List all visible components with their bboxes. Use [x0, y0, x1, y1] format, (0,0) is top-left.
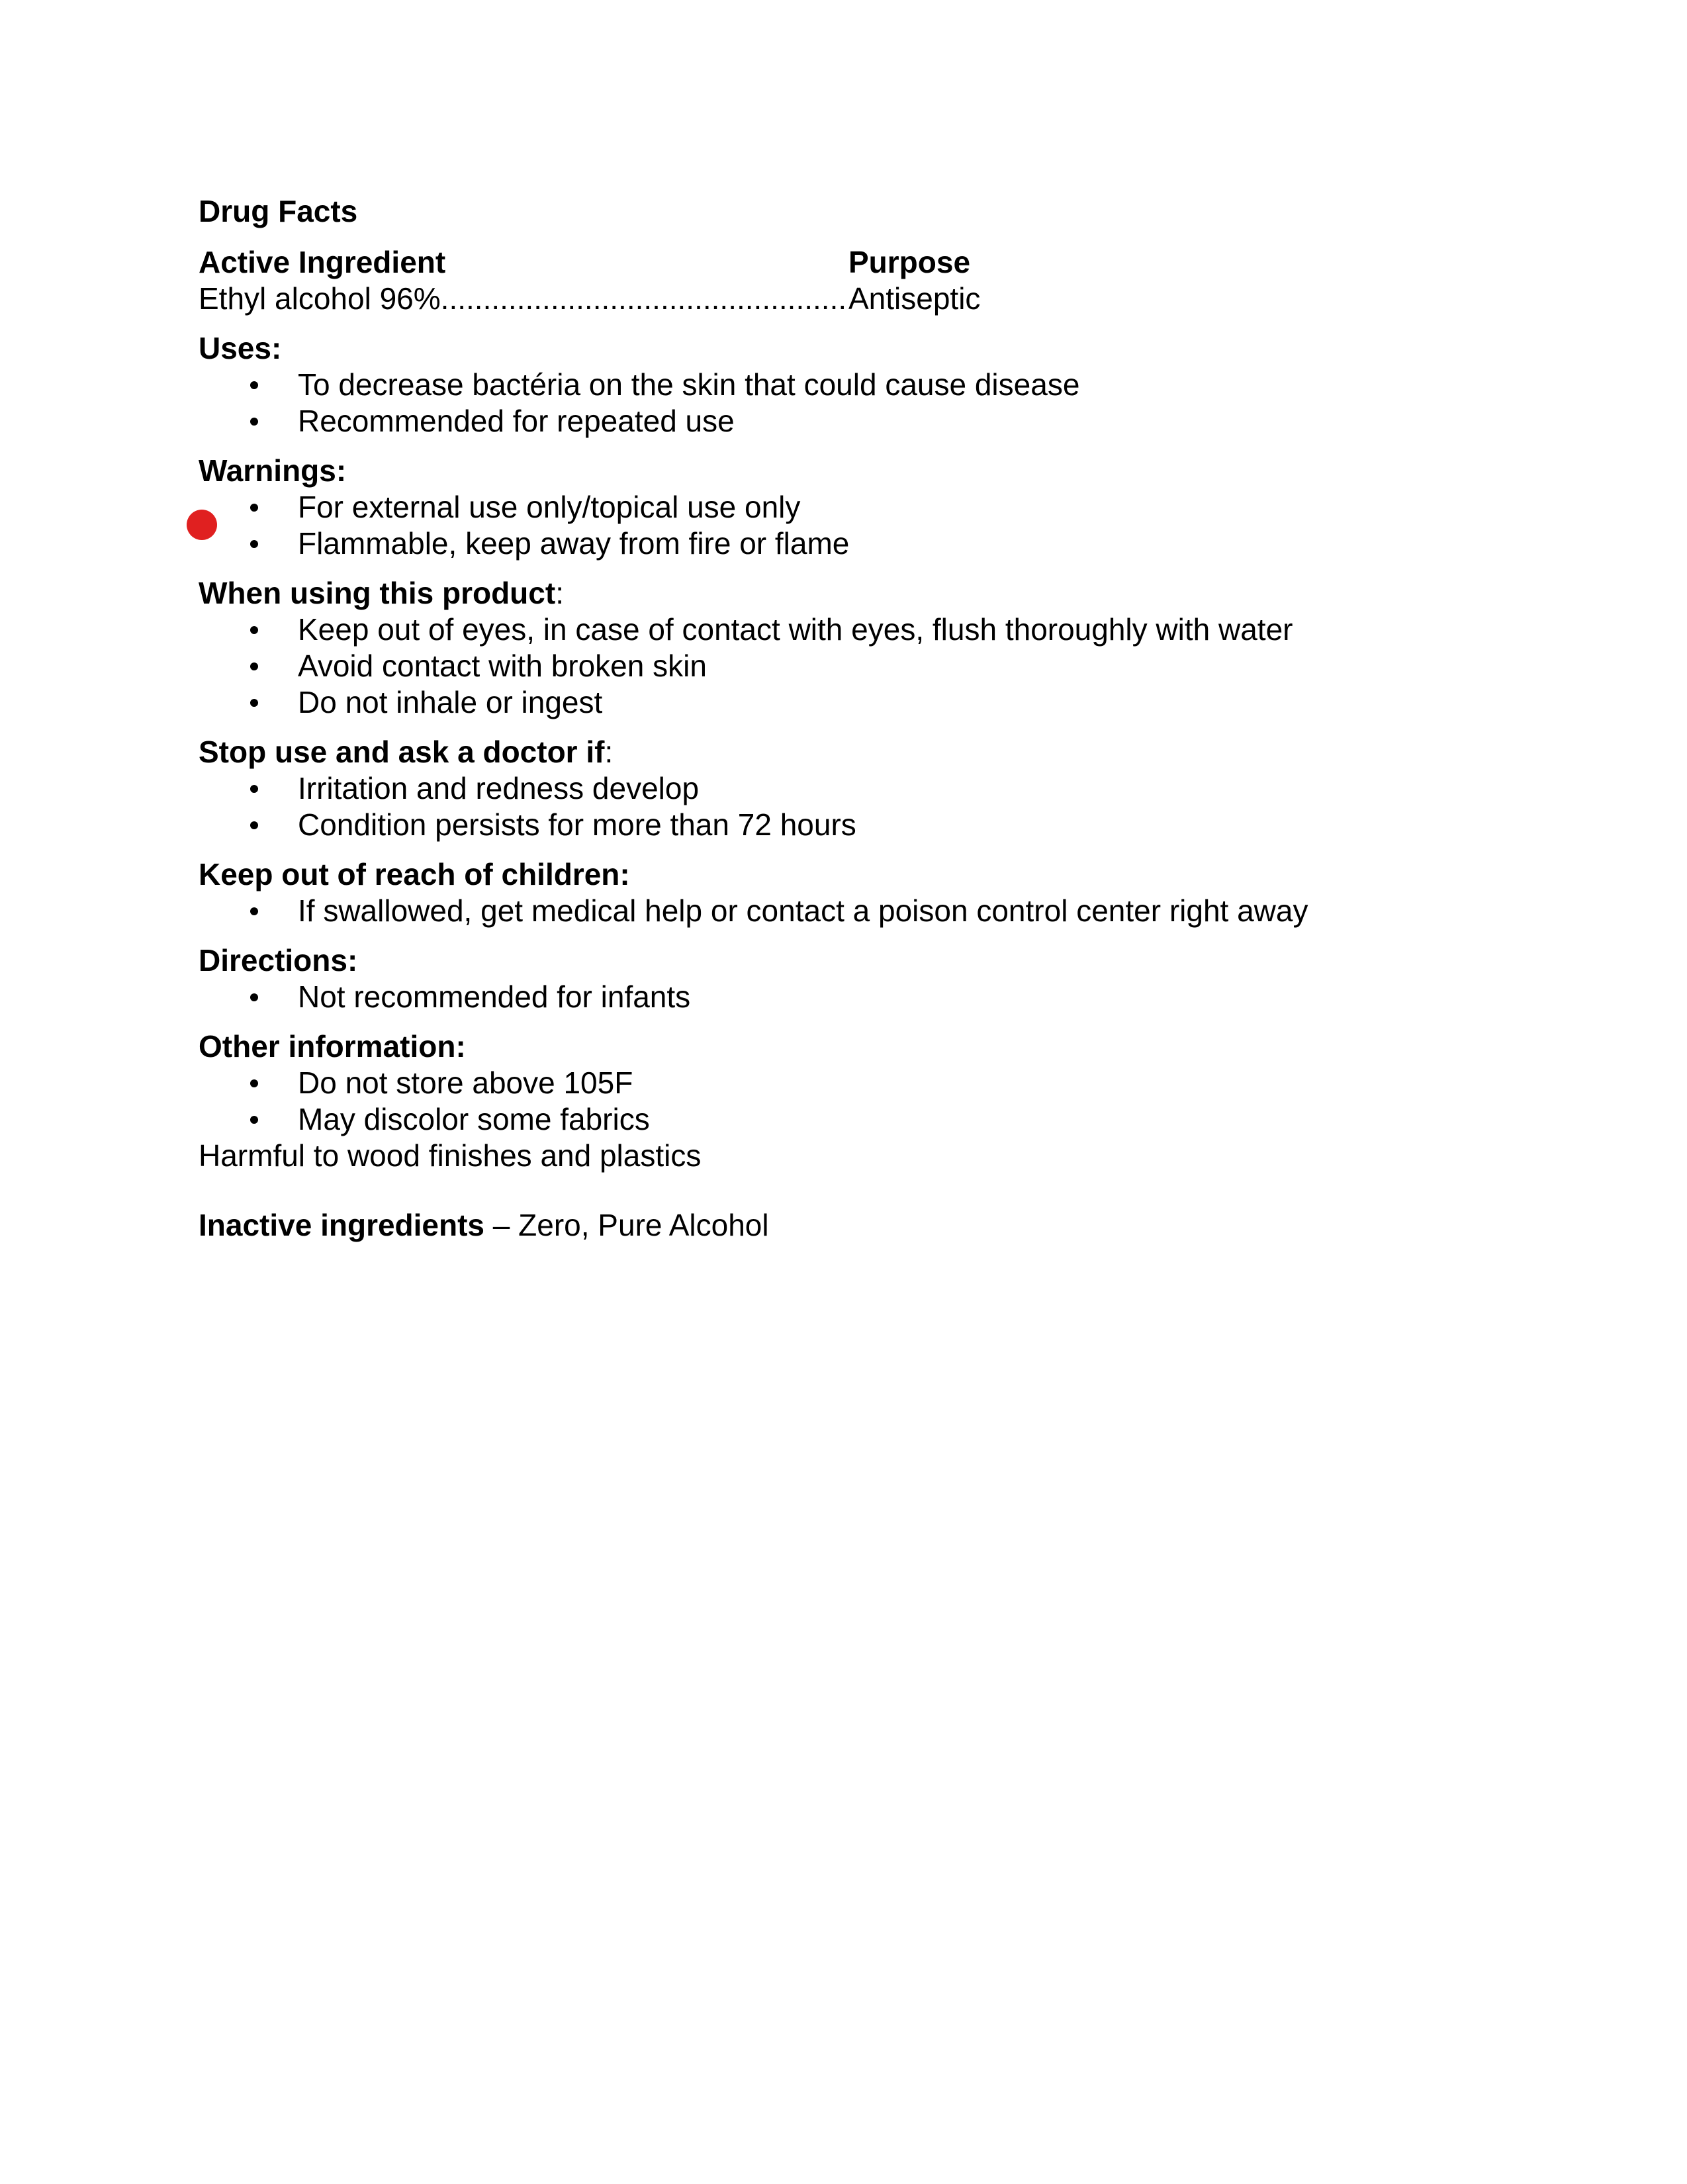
list-item — [199, 1065, 1456, 1101]
directions-heading: Directions: — [199, 943, 358, 978]
bullet-icon — [250, 785, 258, 793]
dot-leader: ................................................ — [440, 281, 847, 316]
heading-colon: : — [555, 576, 564, 610]
active-ingredient-name-cell — [199, 281, 848, 317]
keep-out-list — [199, 893, 1456, 929]
bullet-icon — [250, 540, 258, 548]
list-item-text: Irritation and redness develop — [298, 771, 700, 805]
active-ingredient-name: Ethyl alcohol 96% — [199, 281, 441, 316]
list-item — [199, 648, 1456, 684]
list-item — [199, 979, 1456, 1015]
list-item-text: Do not store above 105F — [298, 1066, 633, 1100]
bullet-icon — [250, 626, 258, 634]
list-item — [199, 1101, 1456, 1138]
list-item-text: If swallowed, get medical help or contact a poison control center right away — [298, 893, 1308, 928]
purpose-heading: Purpose — [848, 245, 971, 279]
red-dot-marker — [187, 510, 217, 540]
inactive-ingredients-text: – Zero, Pure Alcohol — [484, 1208, 769, 1242]
stop-use-heading-text: Stop use and ask a doctor if — [199, 735, 605, 769]
list-item-text: Condition persists for more than 72 hours — [298, 807, 856, 842]
bullet-icon — [250, 418, 258, 426]
heading-colon: : — [604, 735, 614, 769]
drug-facts-panel — [199, 193, 1456, 1244]
other-info-note: Harmful to wood finishes and plastics — [199, 1138, 702, 1173]
list-item-text: Do not inhale or ingest — [298, 685, 603, 719]
list-item — [199, 489, 1456, 525]
warnings-list — [199, 489, 1456, 562]
list-item — [199, 893, 1456, 929]
stop-use-list — [199, 770, 1456, 843]
bullet-icon — [250, 381, 258, 389]
list-item-text: For external use only/topical use only — [298, 490, 801, 524]
when-using-list — [199, 612, 1456, 721]
bullet-icon — [250, 504, 258, 512]
keep-out-heading: Keep out of reach of children: — [199, 857, 630, 891]
list-item — [199, 684, 1456, 721]
bullet-icon — [250, 662, 258, 670]
list-item-text: To decrease bactéria on the skin that could cause disease — [298, 367, 1080, 402]
uses-list — [199, 367, 1456, 439]
page-title: Drug Facts — [199, 194, 358, 228]
active-ingredient-row — [199, 281, 1456, 317]
when-using-heading-text: When using this product — [199, 576, 556, 610]
other-info-heading: Other information: — [199, 1029, 466, 1064]
list-item — [199, 403, 1456, 439]
active-ingredient-header — [199, 244, 1456, 281]
active-ingredient-heading: Active Ingredient — [199, 245, 446, 279]
list-item-text: Keep out of eyes, in case of contact with eyes, flush thoroughly with water — [298, 612, 1293, 647]
warnings-heading: Warnings: — [199, 453, 347, 488]
inactive-ingredients-label: Inactive ingredients — [199, 1208, 485, 1242]
list-item-text: Not recommended for infants — [298, 979, 691, 1014]
list-item-text: Avoid contact with broken skin — [298, 649, 707, 683]
bullet-icon — [250, 907, 258, 915]
list-item — [199, 525, 1456, 562]
list-item — [199, 612, 1456, 648]
bullet-icon — [250, 1079, 258, 1087]
bullet-icon — [250, 993, 258, 1001]
bullet-icon — [250, 699, 258, 707]
active-ingredient-purpose: Antiseptic — [848, 281, 981, 316]
list-item-text: Flammable, keep away from fire or flame — [298, 526, 850, 561]
uses-heading: Uses: — [199, 331, 282, 365]
list-item — [199, 807, 1456, 843]
inactive-ingredients — [199, 1207, 1456, 1244]
directions-list — [199, 979, 1456, 1015]
list-item-text: May discolor some fabrics — [298, 1102, 650, 1136]
list-item — [199, 367, 1456, 403]
when-using-heading — [199, 575, 1456, 612]
stop-use-heading — [199, 734, 1456, 770]
list-item — [199, 770, 1456, 807]
bullet-icon — [250, 821, 258, 829]
bullet-icon — [250, 1116, 258, 1124]
list-item-text: Recommended for repeated use — [298, 404, 735, 438]
other-info-list — [199, 1065, 1456, 1138]
